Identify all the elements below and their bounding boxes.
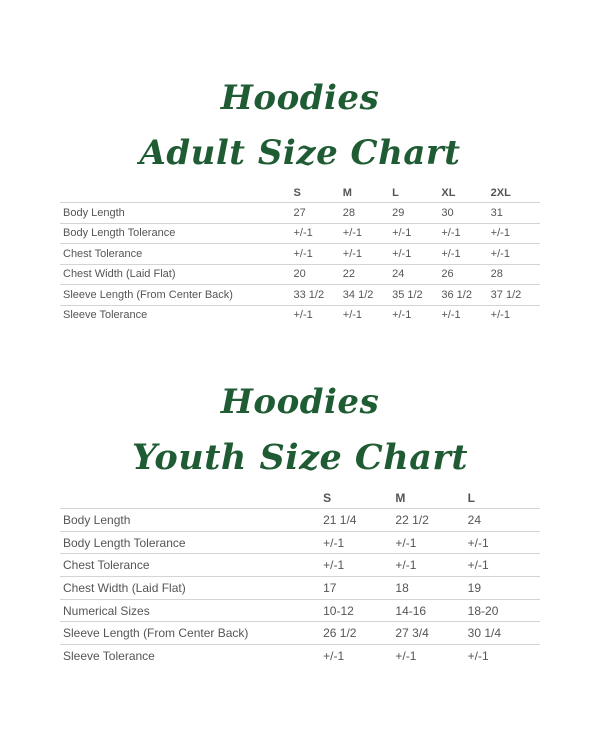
row-label: Numerical Sizes xyxy=(60,599,323,622)
youth-size-l: L xyxy=(467,491,476,505)
adult-header-row xyxy=(60,184,540,203)
table-row xyxy=(60,203,540,224)
row-label: Body Length Tolerance xyxy=(60,531,323,554)
cell: 24 xyxy=(468,509,540,532)
cell: +/-1 xyxy=(491,305,540,325)
row-label: Sleeve Tolerance xyxy=(60,645,323,667)
cell: +/-1 xyxy=(343,305,392,325)
cell: +/-1 xyxy=(392,223,441,244)
row-label: Sleeve Length (From Center Back) xyxy=(60,622,323,645)
row-label: Body Length xyxy=(60,203,293,224)
cell: 18-20 xyxy=(468,599,540,622)
table-row xyxy=(60,244,540,265)
adult-size-2xl: 2XL xyxy=(490,187,511,199)
cell: 37 1/2 xyxy=(491,285,540,306)
cell: +/-1 xyxy=(468,645,540,667)
cell: +/-1 xyxy=(343,223,392,244)
cell: 14-16 xyxy=(395,599,467,622)
cell: 30 xyxy=(441,203,490,224)
cell: +/-1 xyxy=(468,531,540,554)
row-label: Body Length Tolerance xyxy=(60,223,293,244)
adult-size-xl: XL xyxy=(441,187,456,199)
row-label: Sleeve Length (From Center Back) xyxy=(60,285,293,306)
adult-title-line1: Hoodies xyxy=(220,78,380,118)
cell: +/-1 xyxy=(441,223,490,244)
adult-size-table xyxy=(60,184,540,325)
adult-size-l: L xyxy=(392,187,399,199)
table-row xyxy=(60,531,540,554)
cell: 10-12 xyxy=(323,599,395,622)
table-row xyxy=(60,554,540,577)
youth-size-m: M xyxy=(395,491,406,505)
cell: +/-1 xyxy=(293,244,342,265)
cell: +/-1 xyxy=(395,531,467,554)
table-row xyxy=(60,285,540,306)
cell: 24 xyxy=(392,264,441,285)
cell: +/-1 xyxy=(441,305,490,325)
cell: 20 xyxy=(293,264,342,285)
table-row xyxy=(60,577,540,600)
youth-size-s: S xyxy=(323,491,332,505)
cell: 18 xyxy=(395,577,467,600)
cell: 36 1/2 xyxy=(441,285,490,306)
cell: +/-1 xyxy=(323,531,395,554)
youth-title-line1: Hoodies xyxy=(220,382,380,422)
cell: 26 1/2 xyxy=(323,622,395,645)
cell: 33 1/2 xyxy=(293,285,342,306)
cell: +/-1 xyxy=(293,223,342,244)
cell: +/-1 xyxy=(395,554,467,577)
table-row xyxy=(60,509,540,532)
cell: 28 xyxy=(343,203,392,224)
cell: 19 xyxy=(468,577,540,600)
cell: 27 3/4 xyxy=(395,622,467,645)
cell: +/-1 xyxy=(343,244,392,265)
cell: 30 1/4 xyxy=(468,622,540,645)
row-label: Chest Width (Laid Flat) xyxy=(60,264,293,285)
table-row xyxy=(60,223,540,244)
table-row xyxy=(60,264,540,285)
adult-title-line2: Adult Size Chart xyxy=(139,133,461,173)
cell: +/-1 xyxy=(395,645,467,667)
cell: 17 xyxy=(323,577,395,600)
row-label: Chest Tolerance xyxy=(60,244,293,265)
cell: 28 xyxy=(491,264,540,285)
cell: 22 1/2 xyxy=(395,509,467,532)
cell: 34 1/2 xyxy=(343,285,392,306)
cell: +/-1 xyxy=(392,244,441,265)
cell: 27 xyxy=(293,203,342,224)
cell: 26 xyxy=(441,264,490,285)
table-row xyxy=(60,305,540,325)
youth-header-row xyxy=(60,488,540,509)
adult-size-s: S xyxy=(293,187,301,199)
cell: +/-1 xyxy=(323,645,395,667)
row-label: Chest Tolerance xyxy=(60,554,323,577)
cell: +/-1 xyxy=(392,305,441,325)
row-label: Sleeve Tolerance xyxy=(60,305,293,325)
adult-header-blank xyxy=(60,184,293,203)
youth-header-blank xyxy=(60,488,323,509)
youth-title-line2: Youth Size Chart xyxy=(131,437,469,478)
row-label: Body Length xyxy=(60,509,323,532)
table-row xyxy=(60,622,540,645)
table-row xyxy=(60,599,540,622)
cell: 29 xyxy=(392,203,441,224)
cell: +/-1 xyxy=(491,223,540,244)
cell: 21 1/4 xyxy=(323,509,395,532)
cell: +/-1 xyxy=(468,554,540,577)
cell: 31 xyxy=(491,203,540,224)
cell: 35 1/2 xyxy=(392,285,441,306)
cell: 22 xyxy=(343,264,392,285)
cell: +/-1 xyxy=(491,244,540,265)
table-row xyxy=(60,645,540,667)
adult-size-m: M xyxy=(342,187,352,199)
row-label: Chest Width (Laid Flat) xyxy=(60,577,323,600)
youth-size-table xyxy=(60,488,540,667)
cell: +/-1 xyxy=(293,305,342,325)
cell: +/-1 xyxy=(441,244,490,265)
cell: +/-1 xyxy=(323,554,395,577)
